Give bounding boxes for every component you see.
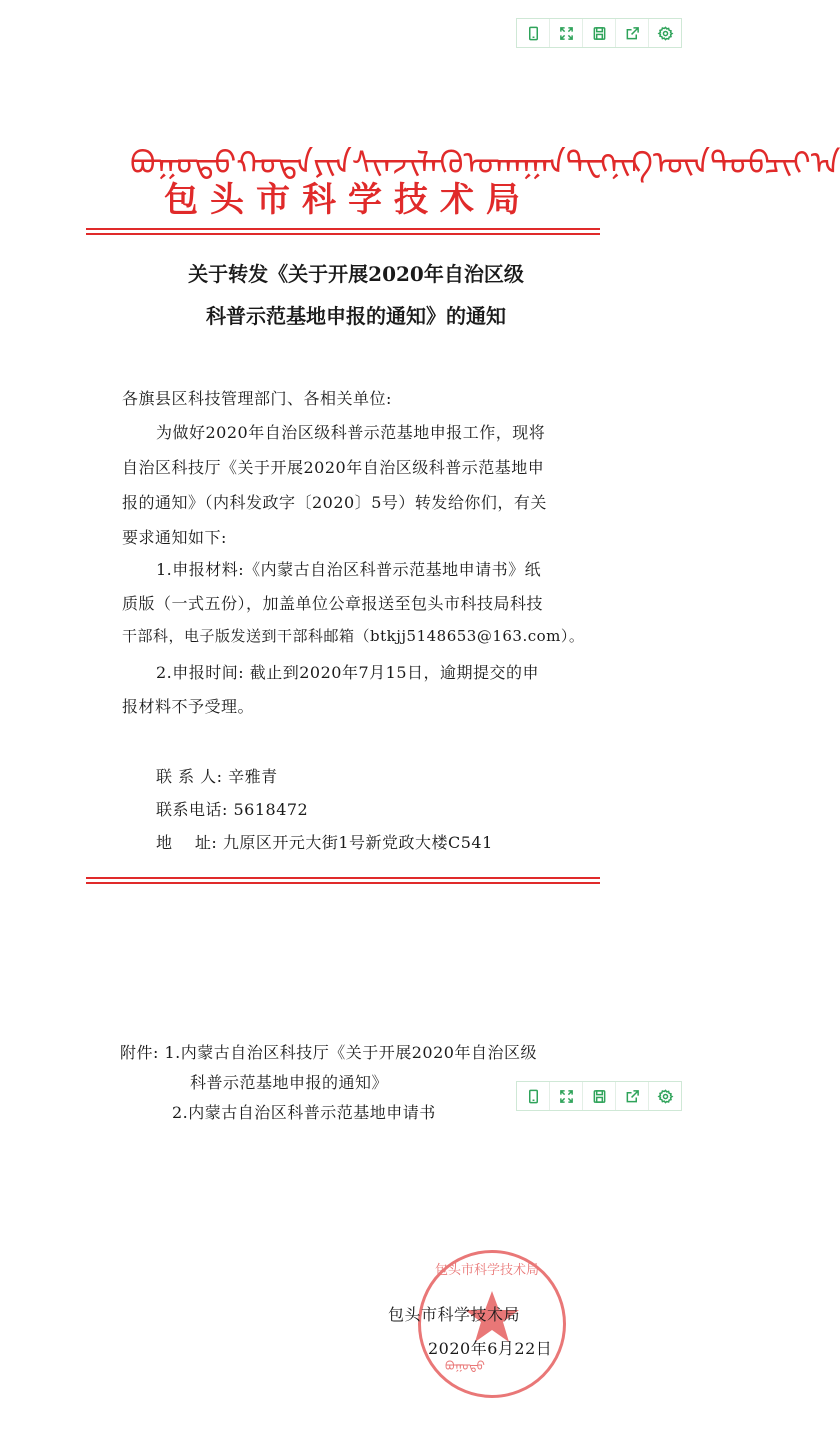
item2-line: 2.申报时间: 截止到2020年7月15日，逾期提交的申 [156,663,540,682]
red-divider [86,882,600,884]
contact-phone: 联系电话: 5618472 [156,800,309,819]
toolbar-bottom [516,1081,682,1111]
mobile-view-button[interactable] [517,19,550,47]
mobile-icon [526,26,541,41]
contact-address: 地 址: 九原区开元大街1号新党政大楼C541 [156,833,493,852]
mobile-icon [526,1089,541,1104]
seal-text: 包头市科学技术局 [435,1263,540,1278]
save-button[interactable] [583,1082,616,1110]
agency-name: 包头市科学技术局 [164,180,532,220]
item1-line: 质版（一式五份），加盖单位公章报送至包头市科技局科技 [122,594,544,613]
settings-icon [658,26,673,41]
para1-line: 报的通知》（内科发政字〔2020〕5号）转发给你们，有关 [122,493,547,512]
mongolian-word: ᠲᠣᠪᠴᠢᠶ᠎ᠠ [710,144,840,182]
red-divider [86,228,600,230]
red-divider [86,877,600,879]
para1-line: 自治区科技厅《关于开展2020年自治区级科普示范基地申 [122,458,545,477]
mongolian-word: ᠦᠨ [652,144,711,182]
settings-button[interactable] [649,1082,681,1110]
item1-line: 干部科，电子版发送到干部科邮箱（btkjj5148653@163.com）。 [122,627,585,645]
attachment-line: 科普示范基地申报的通知》 [190,1073,389,1092]
seal-mongolian-text: ᠪᠤᠭᠤᠲᠤ [445,1359,485,1373]
settings-icon [658,1089,673,1104]
mongolian-word: ᠶᠢᠨ [313,144,352,182]
fullscreen-icon [559,26,574,41]
attachment-line: 2.内蒙古自治区科普示范基地申请书 [172,1103,436,1122]
save-icon [592,26,607,41]
item1-line: 1.申报材料:《内蒙古自治区科普示范基地申请书》纸 [156,560,542,579]
mobile-view-button[interactable] [517,1082,550,1110]
mongolian-word: ᠬᠣᠲᠠ [236,144,314,182]
salutation: 各旗县区科技管理部门、各相关单位: [122,389,392,408]
fullscreen-button[interactable] [550,1082,583,1110]
signature-date: 2020年6月22日 [428,1339,553,1358]
doc-title-line1: 关于转发《关于开展2020年自治区级 [188,262,524,286]
mongolian-word: ᠰᠢᠨᠵᠢᠯᠡᠬᠦ [351,144,464,182]
para1-line: 为做好2020年自治区级科普示范基地申报工作，现将 [156,423,546,442]
fullscreen-button[interactable] [550,19,583,47]
share-icon [625,1089,640,1104]
para1-line: 要求通知如下: [122,528,227,547]
settings-button[interactable] [649,19,681,47]
toolbar-top [516,18,682,48]
share-button[interactable] [616,1082,649,1110]
mongolian-word: ᠪᠤᠭᠤᠲᠤ [130,144,237,182]
red-divider [86,233,600,235]
share-icon [625,26,640,41]
mongolian-word: ᠤᠬᠠᠭᠠᠨ [463,144,566,182]
attachment-line: 附件: 1.内蒙古自治区科技厅《关于开展2020年自治区级 [120,1043,537,1062]
doc-title-line2: 科普示范基地申报的通知》的通知 [206,304,506,328]
fullscreen-icon [559,1089,574,1104]
item2-line: 报材料不予受理。 [122,697,255,716]
signature-org: 包头市科学技术局 [388,1305,521,1324]
mongolian-word: ᠲᠧᠬᠨᠢᠺ [565,144,653,182]
share-button[interactable] [616,19,649,47]
save-button[interactable] [583,19,616,47]
contact-person: 联 系 人: 辛雅青 [156,767,278,786]
save-icon [592,1089,607,1104]
